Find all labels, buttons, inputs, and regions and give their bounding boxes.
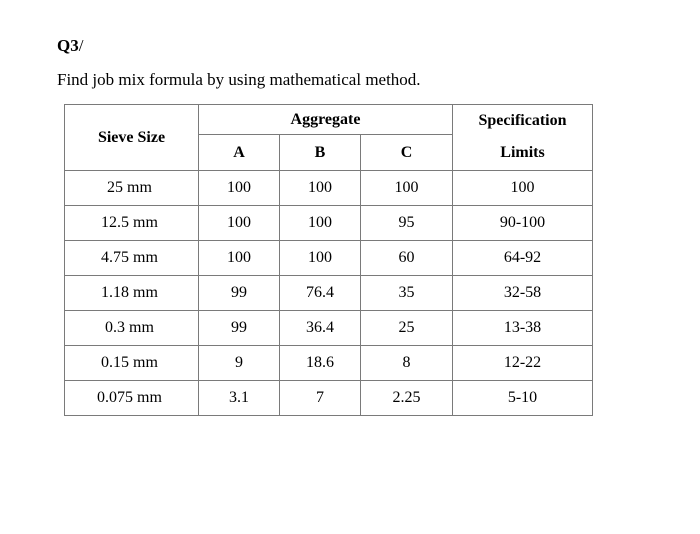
table-header-row-1 [65,105,593,135]
cell-sieve-size: 0.3 mm [65,311,199,346]
cell-aggregate-a: 3.1 [199,381,280,416]
cell-specification-limits: 13-38 [453,311,593,346]
cell-sieve-size: 1.18 mm [65,276,199,311]
header-aggregate: Aggregate [199,105,453,135]
table-row [65,276,593,311]
header-specification-line2: Limits [500,143,545,161]
question-number-slash: / [78,36,84,55]
question-instruction: Find job mix formula by using mathematical method. [57,70,421,89]
cell-specification-limits: 100 [453,171,593,206]
cell-aggregate-c: 100 [361,171,453,206]
table-row [65,206,593,241]
cell-specification-limits: 32-58 [453,276,593,311]
table-row [65,346,593,381]
question-number-label: Q3 [57,36,79,55]
cell-aggregate-a: 9 [199,346,280,381]
cell-aggregate-b: 18.6 [280,346,361,381]
cell-sieve-size: 25 mm [65,171,199,206]
cell-aggregate-c: 25 [361,311,453,346]
cell-specification-limits: 12-22 [453,346,593,381]
cell-aggregate-a: 100 [199,206,280,241]
cell-sieve-size: 12.5 mm [65,206,199,241]
cell-aggregate-c: 95 [361,206,453,241]
sieve-analysis-table [64,104,593,416]
table-row [65,381,593,416]
cell-aggregate-a: 99 [199,276,280,311]
cell-specification-limits: 5-10 [453,381,593,416]
header-aggregate-b: B [280,135,361,171]
cell-aggregate-c: 35 [361,276,453,311]
table-row [65,171,593,206]
table-row [65,311,593,346]
header-sieve-size: Sieve Size [65,105,199,171]
cell-sieve-size: 0.075 mm [65,381,199,416]
cell-aggregate-c: 60 [361,241,453,276]
cell-specification-limits: 90-100 [453,206,593,241]
cell-aggregate-b: 76.4 [280,276,361,311]
cell-aggregate-a: 99 [199,311,280,346]
header-specification-limits [453,105,593,171]
header-aggregate-c: C [361,135,453,171]
cell-sieve-size: 0.15 mm [65,346,199,381]
cell-aggregate-b: 100 [280,171,361,206]
cell-aggregate-b: 7 [280,381,361,416]
cell-aggregate-c: 2.25 [361,381,453,416]
header-specification-line1: Specification [478,111,567,129]
question-number [57,36,83,56]
cell-specification-limits: 64-92 [453,241,593,276]
cell-sieve-size: 4.75 mm [65,241,199,276]
cell-aggregate-b: 100 [280,241,361,276]
table-row [65,241,593,276]
cell-aggregate-a: 100 [199,171,280,206]
cell-aggregate-b: 36.4 [280,311,361,346]
cell-aggregate-a: 100 [199,241,280,276]
cell-aggregate-c: 8 [361,346,453,381]
cell-aggregate-b: 100 [280,206,361,241]
header-aggregate-a: A [199,135,280,171]
